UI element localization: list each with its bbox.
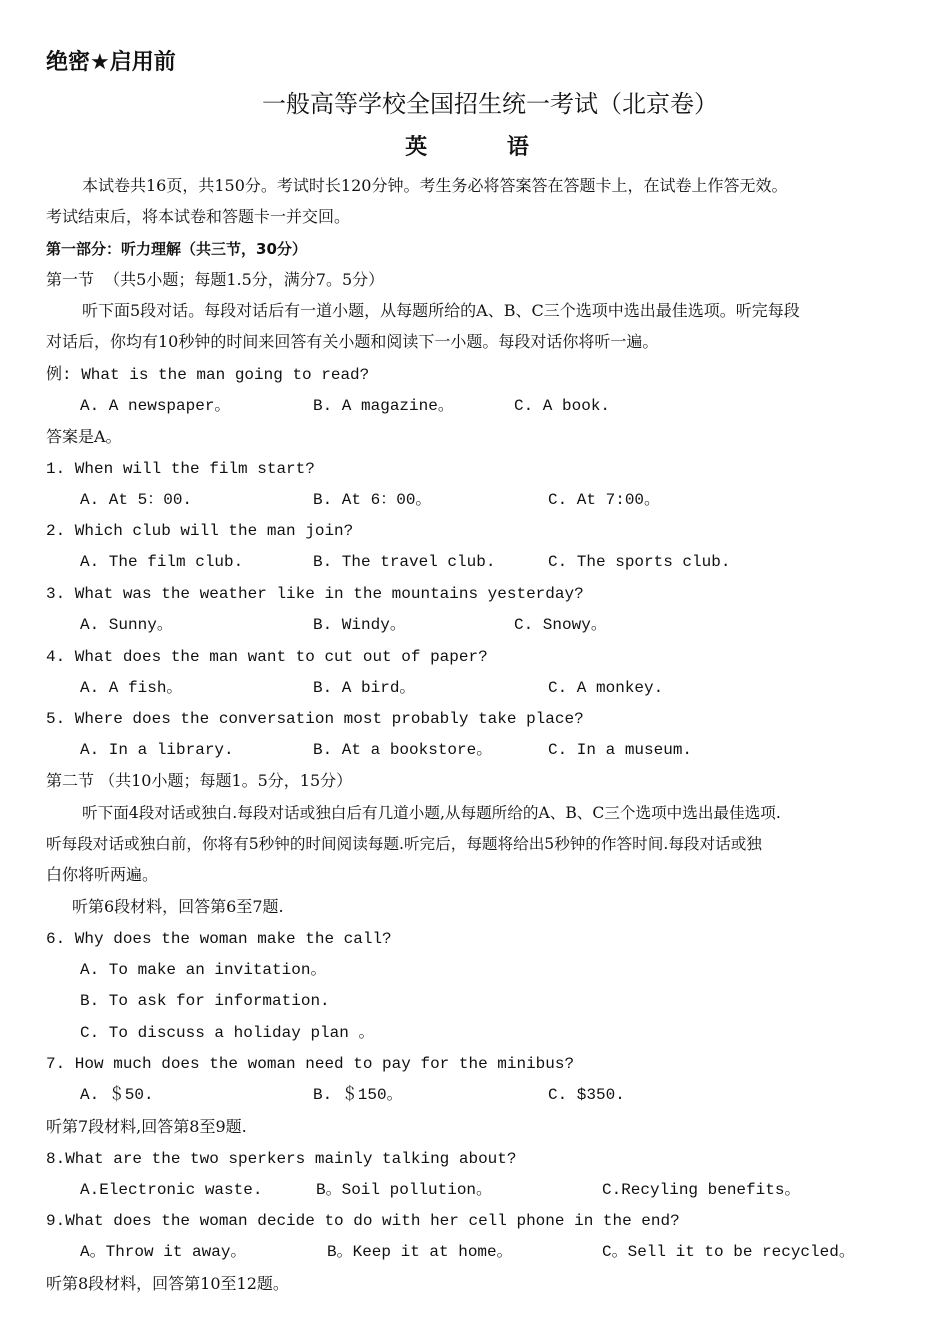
q3-option-a: A. Sunny。: [80, 616, 173, 634]
q6-option-b: B. To ask for information.: [80, 992, 330, 1010]
q8-option-a: A.Electronic waste.: [80, 1181, 263, 1199]
section1-heading: 第一节 （共5小题；每题1.5分，满分7。5分）: [46, 270, 385, 289]
q2-option-a: A. The film club.: [80, 553, 244, 571]
material-7-note: 听第7段材料,回答第8至9题.: [46, 1117, 247, 1136]
question-9: 9.What does the woman decide to do with her cell phone in the end?: [46, 1212, 680, 1230]
q7-option-a: A. ＄50.: [80, 1086, 154, 1104]
q8-option-b: B。Soil pollution。: [316, 1181, 493, 1199]
section2-heading: 第二节 （共10小题；每题1。5分，15分）: [46, 771, 353, 790]
q2-option-c: C. The sports club.: [548, 553, 731, 571]
intro-line-2: 考试结束后，将本试卷和答题卡一并交回。: [46, 207, 351, 226]
intro-line-1: 本试卷共16页，共150分。考试时长120分钟。考生务必将答案答在答题卡上，在试卷上作答无效。: [82, 176, 788, 195]
section1-instructions-2: 对话后，你均有10秒钟的时间来回答有关小题和阅读下一小题。每段对话你将听一遍。: [46, 332, 659, 351]
q3-option-b: B. Windy。: [313, 616, 406, 634]
q1-option-b: B. At 6：00。: [313, 491, 432, 509]
q4-option-b: B. A bird。: [313, 679, 416, 697]
q4-option-a: A. A fish。: [80, 679, 183, 697]
example-answer: 答案是A。: [46, 427, 122, 446]
q5-option-b: B. At a bookstore。: [313, 741, 493, 759]
q4-option-c: C. A monkey.: [548, 679, 664, 697]
q6-option-a: A. To make an invitation。: [80, 961, 327, 979]
q8-option-c: C.Recyling benefits。: [602, 1181, 801, 1199]
material-8-note: 听第8段材料，回答第10至12题。: [46, 1274, 289, 1293]
question-7: 7. How much does the woman need to pay for the minibus?: [46, 1055, 575, 1073]
part1-heading: 第一部分：听力理解（共三节，30分）: [46, 240, 307, 258]
q6-option-c: C. To discuss a holiday plan 。: [80, 1024, 375, 1042]
question-6: 6. Why does the woman make the call?: [46, 930, 392, 948]
subject-title: 英 语: [405, 134, 565, 160]
q7-option-c: C. $350.: [548, 1086, 625, 1104]
material-6-note: 听第6段材料，回答第6至7题.: [72, 897, 284, 916]
q2-option-b: B. The travel club.: [313, 553, 496, 571]
section2-instructions-3: 白你将听两遍。: [46, 865, 159, 884]
q9-option-a: A。Throw it away。: [80, 1243, 247, 1261]
section2-instructions-1: 听下面4段对话或独白.每段对话或独白后有几道小题,从每题所给的A、B、C三个选项中选出最佳选项.: [82, 804, 781, 822]
question-3: 3. What was the weather like in the mountains yesterday?: [46, 585, 584, 603]
question-8: 8.What are the two sperkers mainly talking about?: [46, 1150, 517, 1168]
example-option-c: C. A book.: [514, 397, 611, 415]
q1-option-c: C. At 7:00。: [548, 491, 661, 509]
question-5: 5. Where does the conversation most probably take place?: [46, 710, 584, 728]
q9-option-b: B。Keep it at home。: [327, 1243, 513, 1261]
q9-option-c: C。Sell it to be recycled。: [602, 1243, 855, 1261]
confidential-label: 绝密★启用前: [46, 50, 176, 75]
q7-option-b: B. ＄150。: [313, 1086, 403, 1104]
exam-title: 一般高等学校全国招生统一考试（北京卷）: [262, 90, 718, 118]
example-option-b: B. A magazine。: [313, 397, 454, 415]
example-option-a: A. A newspaper。: [80, 397, 231, 415]
section2-instructions-2: 听每段对话或独白前，你将有5秒钟的时间阅读每题.听完后，每题将给出5秒钟的作答时间.每段对话或独: [46, 835, 762, 853]
example-question: 例: What is the man going to read?: [46, 366, 370, 384]
section1-instructions-1: 听下面5段对话。每段对话后有一道小题，从每题所给的A、B、C三个选项中选出最佳选项。听完每段: [82, 301, 800, 320]
q1-option-a: A. At 5：00.: [80, 491, 193, 509]
question-2: 2. Which club will the man join?: [46, 522, 354, 540]
q5-option-a: A. In a library.: [80, 741, 234, 759]
q5-option-c: C. In a museum.: [548, 741, 693, 759]
question-4: 4. What does the man want to cut out of paper?: [46, 648, 488, 666]
question-1: 1. When will the film start?: [46, 460, 315, 478]
q3-option-c: C. Snowy。: [514, 616, 607, 634]
